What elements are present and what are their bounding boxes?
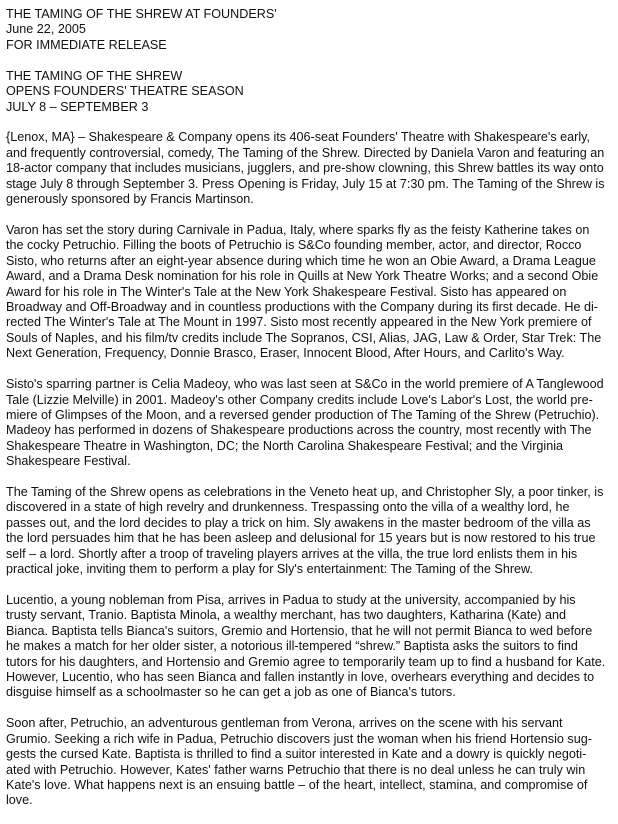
body-text — [6, 130, 612, 808]
paragraph-line: stage July 8 through September 3. Press Opening is Friday, July 15 at 7:30 pm. The Taming of the Shrew is — [6, 176, 605, 191]
paragraph-line: Sisto, who returns after an eight-year absence during which time he won an Obie Award, a Drama League — [6, 253, 596, 268]
body-paragraph — [6, 593, 612, 701]
paragraph-line: tutors for his daughters, and Hortensio and Gremio agree to temporarily team up to find a husband for Kate. — [6, 654, 606, 669]
body-paragraph — [6, 716, 612, 808]
body-paragraph — [6, 130, 612, 207]
headline-line: THE TAMING OF THE SHREW — [6, 68, 183, 83]
paragraph-line: Varon has set the story during Carnivale in Padua, Italy, where sparks fly as the feisty Katherine takes on — [6, 222, 590, 237]
release-header — [6, 7, 612, 53]
paragraph-line: self – a lord. Shortly after a troop of traveling players arrives at the villa, the true lord enlists them in his — [6, 546, 578, 561]
release-date: June 22, 2005 — [6, 22, 86, 37]
paragraph-line: practical joke, inviting them to perform a play for Sly's entertainment: The Taming of the Shrew. — [6, 562, 533, 577]
headline — [6, 69, 612, 115]
paragraph-line: he makes a match for her older sister, a notorious ill-tempered “shrew.” Baptista asks the suitors to find — [6, 639, 578, 654]
paragraph-line: Sisto's sparring partner is Celia Madeoy, who was last seen at S&Co in the world premiere of A Tanglewood — [6, 377, 604, 392]
paragraph-line: Souls of Naples, and his film/tv credits include The Sopranos, CSI, Alias, JAG, Law & Order, Star Trek: The — [6, 330, 602, 345]
paragraph-line: gests the cursed Kate. Baptista is thrilled to find a suitor interested in Kate and a dowry is quickly negoti- — [6, 747, 587, 762]
paragraph-line: Shakespeare Festival. — [6, 454, 131, 469]
press-release-document — [6, 7, 612, 824]
body-paragraph — [6, 377, 612, 469]
paragraph-line: trusty servant, Tranio. Baptista Minola, a wealthy merchant, has two daughters, Katharina (Kate) and — [6, 608, 567, 623]
paragraph-line: 18-actor company that includes musicians, jugglers, and pre-show clowning, this Shrew battles its way onto — [6, 161, 604, 176]
paragraph-line: and frequently controversial, comedy, The Taming of the Shrew. Directed by Daniela Varon and featuring an — [6, 145, 605, 160]
paragraph-line: Award, and a Drama Desk nomination for his role in Quills at New York Theatre Works; and a second Obie — [6, 269, 599, 284]
paragraph-line: Next Generation, Frequency, Donnie Brasco, Eraser, Innocent Blood, After Hours, and Carlito's Way. — [6, 346, 565, 361]
paragraph-line: Bianca. Baptista tells Bianca's suitors, Gremio and Hortensio, that he will not permit Bianca to wed before — [6, 623, 593, 638]
paragraph-line: disguise himself as a schoolmaster so he can get a job as one of Bianca's tutors. — [6, 685, 456, 700]
paragraph-line: Award for his role in The Winter's Tale at the New York Shakespeare Festival. Sisto has appeared on — [6, 284, 567, 299]
paragraph-line: {Lenox, MA} – Shakespeare & Company opens its 406-seat Founders' Theatre with Shakespeare's early, — [6, 130, 590, 145]
paragraph-line: Kate's love. What happens next is an ensuing battle – of the heart, intellect, stamina, and compromise of — [6, 777, 588, 792]
paragraph-line: love. — [6, 793, 33, 808]
paragraph-line: Lucentio, a young nobleman from Pisa, arrives in Padua to study at the university, accompanied by his — [6, 593, 576, 607]
paragraph-line: Broadway and Off-Broadway and in countless productions with the Company during its first decade. He di- — [6, 300, 598, 314]
headline-line: OPENS FOUNDERS' THEATRE SEASON — [6, 84, 244, 99]
paragraph-line: Grumio. Seeking a rich wife in Padua, Petruchio discovers just the woman when his friend Hortensio sug- — [6, 731, 592, 746]
paragraph-line: However, Lucentio, who has seen Bianca and fallen instantly in love, overhears everything and decides to — [6, 670, 595, 685]
paragraph-line: Soon after, Petruchio, an adventurous gentleman from Verona, arrives on the scene with his servant — [6, 716, 563, 731]
headline-dates: JULY 8 – SEPTEMBER 3 — [6, 99, 149, 114]
paragraph-line: Tale (Lizzie Melville) in 2001. Madeoy's other Company credits include Love's Labor's Lost, the world pre- — [6, 392, 593, 407]
paragraph-line: The Taming of the Shrew opens as celebrations in the Veneto heat up, and Christopher Sly, a poor tinker, is — [6, 485, 604, 500]
paragraph-line: miere of Glimpses of the Moon, and a reversed gender production of The Taming of the Shrew (Petruchio). — [6, 407, 600, 422]
body-paragraph — [6, 485, 612, 577]
paragraph-line: rected The Winter's Tale at The Mount in 1997. Sisto most recently appeared in the New York premiere of — [6, 315, 592, 330]
paragraph-line: ated with Petruchio. However, Kates' father warns Petruchio that there is no deal unless he can truly win — [6, 762, 586, 777]
paragraph-line: Shakespeare Theatre in Washington, DC; the North Carolina Shakespeare Festival; and the Virginia — [6, 438, 564, 453]
paragraph-line: passes out, and the lord decides to play a trick on him. Sly awakens in the master bedroom of the villa as — [6, 515, 591, 530]
paragraph-line: generously sponsored by Francis Martinson. — [6, 192, 254, 207]
paragraph-line: discovered in a state of high revelry and drunkenness. Trespassing onto the villa of a wealthy lord, he — [6, 500, 570, 515]
paragraph-line: the lord persuades him that he has been asleep and delusional for 15 years but is now restored to his true — [6, 531, 596, 546]
body-paragraph — [6, 223, 612, 362]
release-type: FOR IMMEDIATE RELEASE — [6, 37, 167, 52]
paragraph-line: Madeoy has performed in dozens of Shakespeare productions across the country, most recently with The — [6, 423, 592, 438]
header-title: THE TAMING OF THE SHREW AT FOUNDERS' — [6, 7, 277, 21]
paragraph-line: the cocky Petruchio. Filling the boots of Petruchio is S&Co founding member, actor, and director, Rocco — [6, 238, 582, 253]
